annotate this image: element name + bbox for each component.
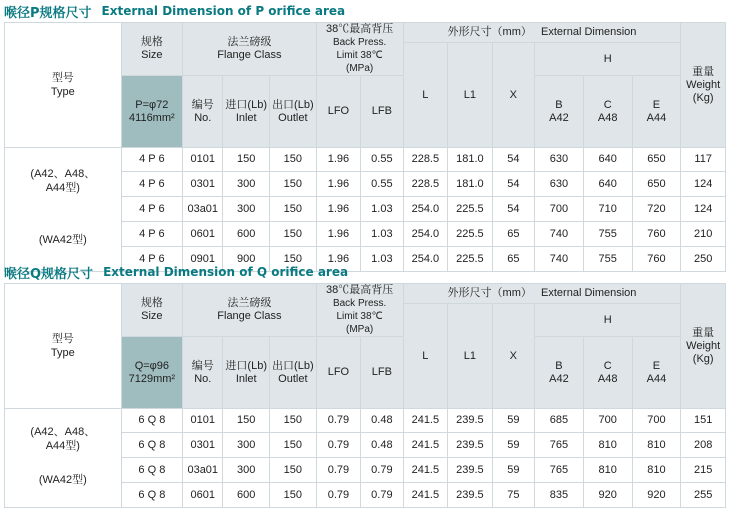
col-no: 编号 No. — [183, 337, 223, 409]
cell-c: 755 — [583, 222, 632, 247]
col-X: X — [492, 43, 534, 148]
size-value: P=φ72 4116mm² — [121, 76, 182, 148]
cell-l1: 239.5 — [448, 409, 493, 433]
cell-lfo: 1.96 — [316, 222, 361, 247]
col-H: H — [535, 304, 681, 337]
col-E: E A44 — [632, 76, 681, 148]
cell-l1: 239.5 — [448, 433, 493, 458]
cell-inlet: 300 — [223, 197, 270, 222]
cell-inlet: 300 — [223, 172, 270, 197]
cell-no: 0301 — [183, 433, 223, 458]
cell-x: 54 — [492, 148, 534, 172]
cell-l: 254.0 — [403, 247, 448, 272]
col-L: L — [403, 304, 448, 409]
col-outlet: 出口(Lb) Outlet — [270, 76, 317, 148]
cell-outlet: 150 — [270, 458, 317, 483]
cell-x: 54 — [492, 197, 534, 222]
cell-lfb: 0.79 — [361, 458, 403, 483]
cell-lfo: 1.96 — [316, 247, 361, 272]
cell-c: 920 — [583, 483, 632, 508]
cell-weight: 210 — [681, 222, 726, 247]
back-pressure-header: 38℃最高背压 Back Press. Limit 38℃ (MPa) — [316, 23, 403, 76]
external-dimension-header: 外形尺寸（mm） External Dimension — [403, 23, 681, 43]
cell-inlet: 150 — [223, 148, 270, 172]
cell-inlet: 600 — [223, 483, 270, 508]
cell-lfb: 1.03 — [361, 222, 403, 247]
cell-no: 0301 — [183, 172, 223, 197]
cell-e: 810 — [632, 458, 681, 483]
col-inlet: 进口(Lb) Inlet — [223, 76, 270, 148]
cell-c: 810 — [583, 433, 632, 458]
cell-inlet: 900 — [223, 247, 270, 272]
cell-e: 760 — [632, 222, 681, 247]
cell-x: 59 — [492, 458, 534, 483]
weight-header: 重量 Weight (Kg) — [681, 23, 726, 148]
cell-l1: 225.5 — [448, 222, 493, 247]
cell-e: 920 — [632, 483, 681, 508]
col-H: H — [535, 43, 681, 76]
cell-lfo: 1.96 — [316, 172, 361, 197]
cell-x: 59 — [492, 433, 534, 458]
type-label: (A42、A48、 A44型) (WA42型) — [5, 148, 122, 272]
cell-l1: 239.5 — [448, 483, 493, 508]
cell-e: 650 — [632, 148, 681, 172]
cell-outlet: 150 — [270, 148, 317, 172]
section-title-en: External Dimension of P orifice area — [101, 4, 346, 18]
size-header: 规格 Size — [121, 284, 182, 337]
cell-no: 0601 — [183, 483, 223, 508]
cell-c: 710 — [583, 197, 632, 222]
cell-size: 6 Q 8 — [121, 483, 182, 508]
cell-l: 228.5 — [403, 148, 448, 172]
cell-l: 228.5 — [403, 172, 448, 197]
cell-inlet: 300 — [223, 433, 270, 458]
cell-inlet: 300 — [223, 458, 270, 483]
spec-table-p — [4, 22, 726, 272]
cell-l1: 181.0 — [448, 148, 493, 172]
cell-weight: 215 — [681, 458, 726, 483]
cell-outlet: 150 — [270, 197, 317, 222]
cell-no: 03a01 — [183, 197, 223, 222]
cell-outlet: 150 — [270, 247, 317, 272]
cell-size: 4 P 6 — [121, 172, 182, 197]
col-B: B A42 — [535, 337, 584, 409]
cell-weight: 124 — [681, 172, 726, 197]
cell-l: 241.5 — [403, 458, 448, 483]
col-lfb: LFB — [361, 337, 403, 409]
section-p-title — [4, 1, 345, 21]
cell-c: 810 — [583, 458, 632, 483]
type-label: (A42、A48、 A44型) (WA42型) — [5, 409, 122, 508]
cell-no: 03a01 — [183, 458, 223, 483]
cell-l1: 225.5 — [448, 197, 493, 222]
cell-inlet: 600 — [223, 222, 270, 247]
cell-l1: 225.5 — [448, 247, 493, 272]
cell-l1: 239.5 — [448, 458, 493, 483]
spec-table-q — [4, 283, 726, 508]
cell-c: 640 — [583, 172, 632, 197]
cell-b: 740 — [535, 222, 584, 247]
cell-b: 835 — [535, 483, 584, 508]
col-E: E A44 — [632, 337, 681, 409]
table-row — [5, 409, 726, 433]
col-B: B A42 — [535, 76, 584, 148]
external-dimension-header: 外形尺寸（mm） External Dimension — [403, 284, 681, 304]
cell-lfb: 1.03 — [361, 247, 403, 272]
cell-lfb: 0.48 — [361, 433, 403, 458]
cell-outlet: 150 — [270, 433, 317, 458]
cell-l: 254.0 — [403, 222, 448, 247]
cell-e: 700 — [632, 409, 681, 433]
col-C: C A48 — [583, 76, 632, 148]
cell-outlet: 150 — [270, 409, 317, 433]
cell-b: 685 — [535, 409, 584, 433]
cell-outlet: 150 — [270, 222, 317, 247]
cell-weight: 208 — [681, 433, 726, 458]
cell-inlet: 150 — [223, 409, 270, 433]
flange-class-header: 法兰磅级 Flange Class — [183, 23, 317, 76]
cell-e: 720 — [632, 197, 681, 222]
cell-lfb: 0.55 — [361, 172, 403, 197]
cell-weight: 250 — [681, 247, 726, 272]
cell-outlet: 150 — [270, 172, 317, 197]
cell-e: 650 — [632, 172, 681, 197]
col-L1: L1 — [448, 43, 493, 148]
cell-x: 59 — [492, 409, 534, 433]
table-row — [5, 148, 726, 172]
cell-b: 765 — [535, 458, 584, 483]
cell-x: 54 — [492, 172, 534, 197]
cell-b: 630 — [535, 172, 584, 197]
size-header: 规格 Size — [121, 23, 182, 76]
cell-no: 0601 — [183, 222, 223, 247]
cell-lfo: 1.96 — [316, 148, 361, 172]
cell-l1: 181.0 — [448, 172, 493, 197]
cell-c: 700 — [583, 409, 632, 433]
cell-size: 4 P 6 — [121, 247, 182, 272]
type-header: 型号 Type — [5, 284, 122, 409]
col-C: C A48 — [583, 337, 632, 409]
cell-x: 65 — [492, 247, 534, 272]
col-X: X — [492, 304, 534, 409]
cell-c: 640 — [583, 148, 632, 172]
cell-lfo: 0.79 — [316, 458, 361, 483]
cell-lfb: 0.55 — [361, 148, 403, 172]
cell-lfo: 1.96 — [316, 197, 361, 222]
cell-weight: 117 — [681, 148, 726, 172]
cell-lfb: 1.03 — [361, 197, 403, 222]
cell-l: 241.5 — [403, 433, 448, 458]
size-value: Q=φ96 7129mm² — [121, 337, 182, 409]
cell-size: 6 Q 8 — [121, 458, 182, 483]
cell-l: 254.0 — [403, 197, 448, 222]
section-title-cn: 喉径Q规格尺寸 — [4, 266, 94, 282]
col-no: 编号 No. — [183, 76, 223, 148]
cell-no: 0101 — [183, 409, 223, 433]
section-q-title — [4, 262, 348, 282]
cell-b: 700 — [535, 197, 584, 222]
col-outlet: 出口(Lb) Outlet — [270, 337, 317, 409]
section-title-en: External Dimension of Q orifice area — [103, 265, 349, 279]
cell-l: 241.5 — [403, 483, 448, 508]
col-L: L — [403, 43, 448, 148]
col-lfb: LFB — [361, 76, 403, 148]
flange-class-header: 法兰磅级 Flange Class — [183, 284, 317, 337]
cell-weight: 255 — [681, 483, 726, 508]
cell-lfo: 0.79 — [316, 483, 361, 508]
col-lfo: LFO — [316, 337, 361, 409]
cell-lfb: 0.79 — [361, 483, 403, 508]
weight-header: 重量 Weight (Kg) — [681, 284, 726, 409]
cell-c: 755 — [583, 247, 632, 272]
cell-size: 6 Q 8 — [121, 433, 182, 458]
cell-b: 740 — [535, 247, 584, 272]
col-lfo: LFO — [316, 76, 361, 148]
cell-no: 0901 — [183, 247, 223, 272]
cell-size: 4 P 6 — [121, 148, 182, 172]
col-L1: L1 — [448, 304, 493, 409]
cell-size: 4 P 6 — [121, 197, 182, 222]
type-header: 型号 Type — [5, 23, 122, 148]
cell-l: 241.5 — [403, 409, 448, 433]
cell-b: 630 — [535, 148, 584, 172]
section-title-cn: 喉径P规格尺寸 — [4, 5, 92, 21]
cell-b: 765 — [535, 433, 584, 458]
back-pressure-header: 38℃最高背压 Back Press. Limit 38℃ (MPa) — [316, 284, 403, 337]
cell-e: 810 — [632, 433, 681, 458]
cell-lfo: 0.79 — [316, 433, 361, 458]
cell-size: 6 Q 8 — [121, 409, 182, 433]
cell-no: 0101 — [183, 148, 223, 172]
cell-weight: 151 — [681, 409, 726, 433]
col-inlet: 进口(Lb) Inlet — [223, 337, 270, 409]
cell-size: 4 P 6 — [121, 222, 182, 247]
cell-weight: 124 — [681, 197, 726, 222]
cell-lfo: 0.79 — [316, 409, 361, 433]
cell-outlet: 150 — [270, 483, 317, 508]
cell-x: 75 — [492, 483, 534, 508]
cell-lfb: 0.48 — [361, 409, 403, 433]
cell-e: 760 — [632, 247, 681, 272]
cell-x: 65 — [492, 222, 534, 247]
